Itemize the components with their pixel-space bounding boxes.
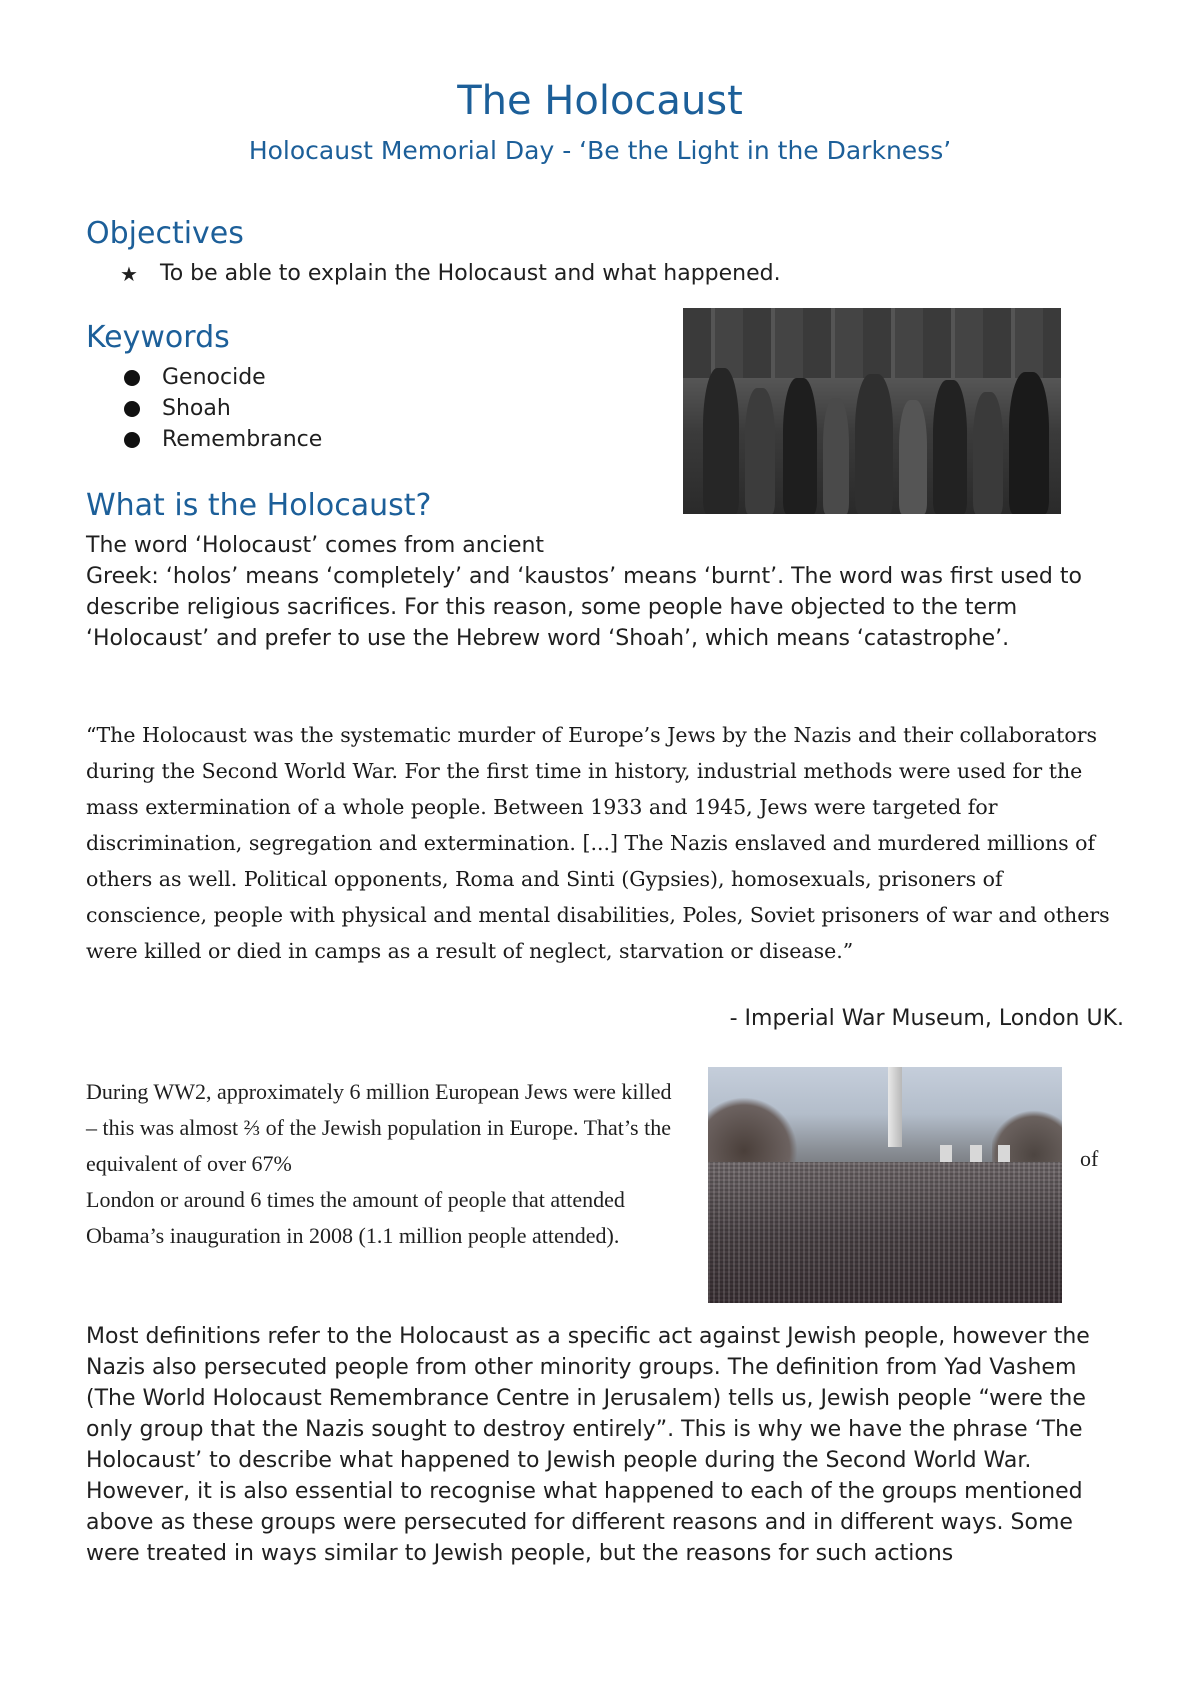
page-title: The Holocaust [457,78,743,124]
objectives-list [120,258,781,289]
crowd [708,1162,1062,1303]
list-item [120,258,781,289]
objective-text: To be able to explain the Holocaust and what happened. [160,261,781,286]
what-is-first-line: The word ‘Holocaust’ comes from ancient [86,533,545,558]
filled-circle-icon [124,432,140,448]
filled-circle-icon [124,370,140,386]
filled-circle-icon [124,401,140,417]
statistics-text [86,1074,686,1254]
person-figure [783,378,817,514]
definitions-paragraph: Most definitions refer to the Holocaust as a specific act against Jewish people, however the Nazis also persecuted people from other minority groups. The definition from Yad Vashem (The World Holocaust Remembrance Centre in Jerusalem) tells us, Jewish people “were the only group that the Nazis sought to destroy entirely”. This is why we have the phrase ‘The Holocaust’ to describe what happened to Jewish people during the Second World War. However, it is also essential to recognise what happened to each of the groups mentioned above as these groups were persecuted for different reasons and in different ways. Some were treated in ways similar to Jewish people, but the reasons for such actions [86,1324,1090,1566]
keyword-text: Remembrance [162,427,323,452]
statistics-of-word: of [1080,1146,1099,1171]
objectives-heading: Objectives [86,216,244,251]
person-figure [899,400,927,514]
star-icon: ★ [120,261,138,286]
person-figure [855,374,893,514]
person-figure [745,388,775,514]
keywords-list [120,362,322,455]
person-figure [703,368,739,514]
list-item [120,424,322,455]
list-item [120,393,322,424]
inauguration-crowd-photo [708,1067,1062,1303]
person-figure [973,392,1003,514]
page-subtitle: Holocaust Memorial Day - ‘Be the Light in the Darkness’ [248,136,952,165]
statistics-lead: During WW2, approximately 6 million European Jews were killed – this was almost ⅔ of the Jewish population in Europe. That’s the equivalent of over 67% [86,1079,672,1176]
keyword-text: Shoah [162,396,231,421]
person-figure [1009,372,1049,514]
keywords-heading: Keywords [86,320,230,355]
washington-monument [888,1067,902,1147]
person-figure [933,380,967,514]
list-item [120,362,322,393]
person-figure [823,398,849,514]
museum-quote: “The Holocaust was the systematic murder of Europe’s Jews by the Nazis and their collaborators during the Second World War. For the first time in history, industrial methods were used for the mass extermination of a whole people. Between 1933 and 1945, Jews were targeted for discrimination, segregation and extermination. [...] The Nazis enslaved and murdered millions of others as well. Political opponents, Roma and Sinti (Gypsies), homosexuals, prisoners of conscience, people with physical and mental disabilities, Poles, Soviet prisoners of war and others were killed or died in camps as a result of neglect, starvation or disease.” [86,723,1110,963]
train-carriages [683,308,1061,378]
quote-attribution: - Imperial War Museum, London UK. [729,1006,1124,1031]
statistics-tail: London or around 6 times the amount of people that attended Obama’s inauguration in 2008 (1.1 million people attended). [86,1187,625,1248]
keyword-text: Genocide [162,365,266,390]
what-is-paragraph: Greek: ‘holos’ means ‘completely’ and ‘kaustos’ means ‘burnt’. The word was first used to describe religious sacrifices. For this reason, some people have objected to the term ‘Holocaust’ and prefer to use the Hebrew word ‘Shoah’, which means ‘catastrophe’. [86,564,1082,651]
what-is-heading: What is the Holocaust? [86,488,432,523]
deportation-photo [683,308,1061,514]
